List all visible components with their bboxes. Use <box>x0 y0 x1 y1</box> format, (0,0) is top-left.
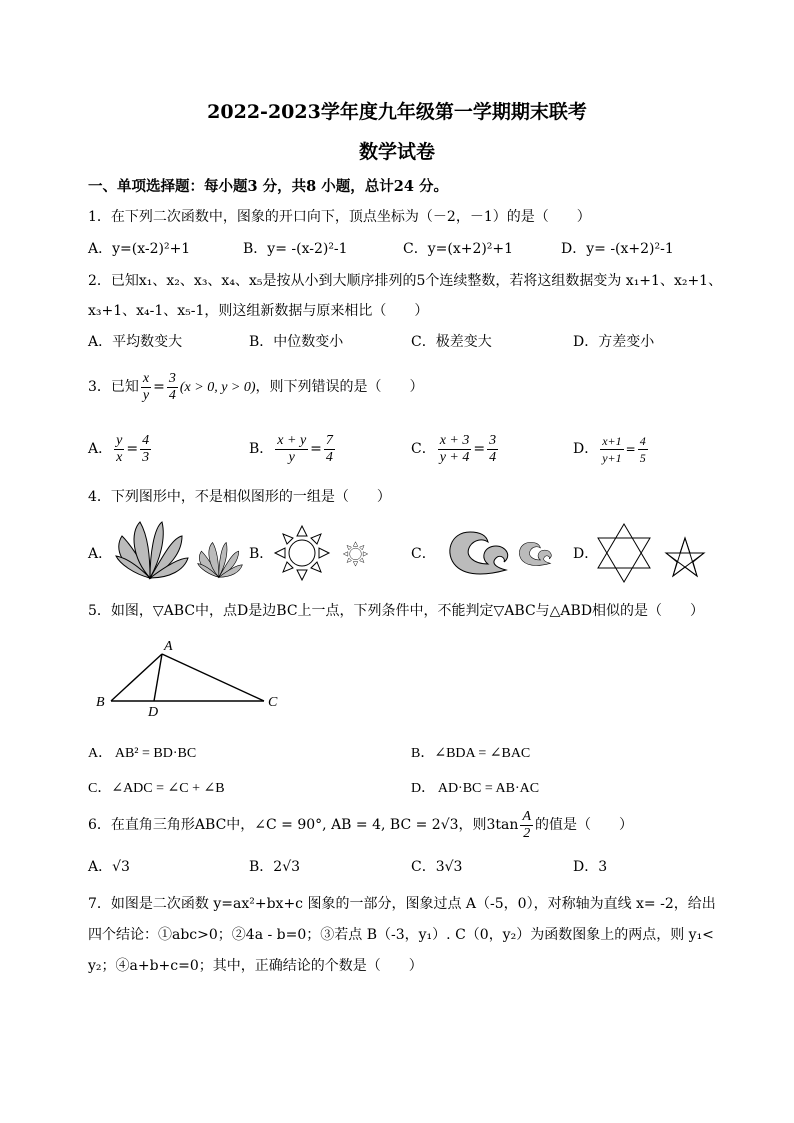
q6-option-c: C．3√3 <box>411 859 463 875</box>
q4-label-a: A． <box>88 546 113 562</box>
large-shell <box>116 522 188 578</box>
q3-b-eq: = <box>310 441 322 457</box>
pentagram <box>666 538 704 576</box>
side-ac <box>162 654 264 701</box>
q4-label-b: B． <box>249 546 274 562</box>
q3-option-a <box>88 432 153 466</box>
q3-frac-xy <box>141 371 151 404</box>
q6-option-b: B．2√3 <box>249 859 301 875</box>
q6-stem <box>88 808 633 842</box>
q3-c-den: y + 4 <box>439 449 470 465</box>
q7-line1: 7．如图是二次函数 y=ax²+bx+c 图象的一部分，图象过点 A（-5，0），对称轴为直线 x= -2，给出 <box>88 896 716 912</box>
side-ab <box>111 654 162 701</box>
small-shell <box>198 542 243 577</box>
vertex-c: C <box>268 695 278 710</box>
q3-frac-num: x <box>142 370 150 386</box>
q3-a-num: y <box>116 432 123 448</box>
large-cloud <box>450 532 508 574</box>
hexagram <box>598 524 650 582</box>
q6-stem-b: 的值是（ ） <box>535 817 633 833</box>
q3-frac-den: y <box>142 387 150 403</box>
q3-b-den: y <box>288 449 295 465</box>
q3-frac34-num: 3 <box>168 370 176 386</box>
point-d: D <box>148 705 159 720</box>
q3-d-num: x+1 <box>602 434 622 448</box>
q1-option-a: A．y=(x-2)²+1 <box>88 241 191 257</box>
q3-b-label: B． <box>249 441 274 457</box>
q3-d-label: D． <box>573 441 599 457</box>
vertex-a: A <box>164 639 173 654</box>
q4-label-d: D． <box>573 546 599 562</box>
q3-d-rnum: 4 <box>639 434 646 448</box>
q3-d-den: y+1 <box>602 451 622 465</box>
q1-stem: 1．在下列二次函数中，图象的开口向下，顶点坐标为（－2，－1）的是（ ） <box>88 209 591 225</box>
q4-label-c: C． <box>411 546 436 562</box>
q3-d-rden: 5 <box>639 451 646 465</box>
q3-option-b <box>249 432 337 466</box>
q3-prefix: 3．已知 <box>88 379 139 395</box>
q2-option-c: C．极差变大 <box>411 334 492 350</box>
vertex-b: B <box>96 695 105 710</box>
q2-stem-line1: 2．已知x₁、x₂、x₃、x₄、x₅是按从小到大顺序排列的5个连续整数，若将这组数据变为 x₁+1、x₂+1、 <box>88 273 723 289</box>
q3-a-label: A． <box>88 441 113 457</box>
q2-option-b: B．中位数变小 <box>249 334 344 350</box>
section-heading: 一、单项选择题：每小题3 分，共8 小题，总计24 分。 <box>88 178 448 195</box>
q3-a-eq: = <box>126 441 139 457</box>
sun-figures <box>272 522 382 584</box>
page-subtitle: 数学试卷 <box>358 141 435 163</box>
q3-a-den: x <box>116 449 123 465</box>
q5-option-c: C．∠ADC = ∠C + ∠B <box>88 781 225 796</box>
large-sun <box>275 526 329 580</box>
q3-frac34-den: 4 <box>168 387 176 403</box>
q7-line2: 四个结论：①abc>0；②4a - b=0；③若点 B（-3，y₁）. C（0，y₂）为函数图象上的两点，则 y₁< <box>88 927 714 943</box>
q6-option-a: A．√3 <box>88 859 130 875</box>
q3-frac-34 <box>167 371 178 404</box>
q3-option-c <box>411 432 500 466</box>
q6-stem-a: 6．在直角三角形ABC中，∠C = 90°, AB = 4, BC = 2√3，则3tan <box>88 817 519 833</box>
q2-option-a: A．平均数变大 <box>88 334 183 350</box>
cloud-figures <box>440 524 560 582</box>
triangle-figure <box>94 636 294 720</box>
q1-option-c: C．y=(x+2)²+1 <box>403 241 514 257</box>
q3-c-rden: 4 <box>489 449 497 465</box>
q6-option-d: D．3 <box>573 859 608 875</box>
small-cloud <box>519 542 551 565</box>
star-figures <box>598 522 708 584</box>
q3-c-rnum: 3 <box>489 432 497 448</box>
q3-d-eq: = <box>625 442 636 456</box>
q2-stem-line2: x₃+1、x₄-1、x₅-1，则这组新数据与原来相比（ ） <box>88 303 429 319</box>
q3-a-rnum: 4 <box>142 432 150 448</box>
q3-stem: 3．已知 $\frac{x}{y}$ = $\frac{3}{4}$ (x > 0, y > 0)，则下列错误的是（ ） <box>88 370 424 403</box>
shell-figures <box>110 518 242 582</box>
q3-b-num: x + y <box>277 432 307 448</box>
q3-option-d <box>573 432 650 466</box>
q6-frac-num: A <box>522 808 531 824</box>
q6-frac-den: 2 <box>523 825 531 841</box>
q3-c-num: x + 3 <box>439 432 470 448</box>
q1-option-b: B．y= -(x-2)²-1 <box>243 241 348 257</box>
q4-stem: 4．下列图形中，不是相似图形的一组是（ ） <box>88 489 391 505</box>
q7-line3: y₂；④a+b+c=0；其中，正确结论的个数是（ ） <box>88 958 423 974</box>
q3-a-rden: 3 <box>142 449 150 465</box>
q3-b-rden: 4 <box>325 449 333 465</box>
q3-condition: (x > 0, y > 0) <box>179 380 256 395</box>
small-sun <box>343 542 367 566</box>
q3-suffix: ，则下列错误的是（ ） <box>255 379 424 395</box>
q5-stem: 5．如图，▽ABC中，点D是边BC上一点，下列条件中，不能判定▽ABC与△ABD相似的是（ ） <box>88 603 705 619</box>
page-title: 2022-2023学年度九年级第一学期期末联考 <box>207 101 587 123</box>
q5-option-d: D． AD·BC = AB·AC <box>411 781 540 796</box>
q6-frac <box>520 809 533 842</box>
q3-b-rnum: 7 <box>325 432 333 448</box>
q5-option-a: A． AB² = BD·BC <box>88 746 197 761</box>
q5-option-b: B．∠BDA = ∠BAC <box>411 746 531 761</box>
q3-c-eq: = <box>473 441 486 457</box>
q2-option-d: D．方差变小 <box>573 334 655 350</box>
q1-option-d: D．y= -(x+2)²-1 <box>561 241 674 257</box>
q3-c-label: C． <box>411 441 436 457</box>
